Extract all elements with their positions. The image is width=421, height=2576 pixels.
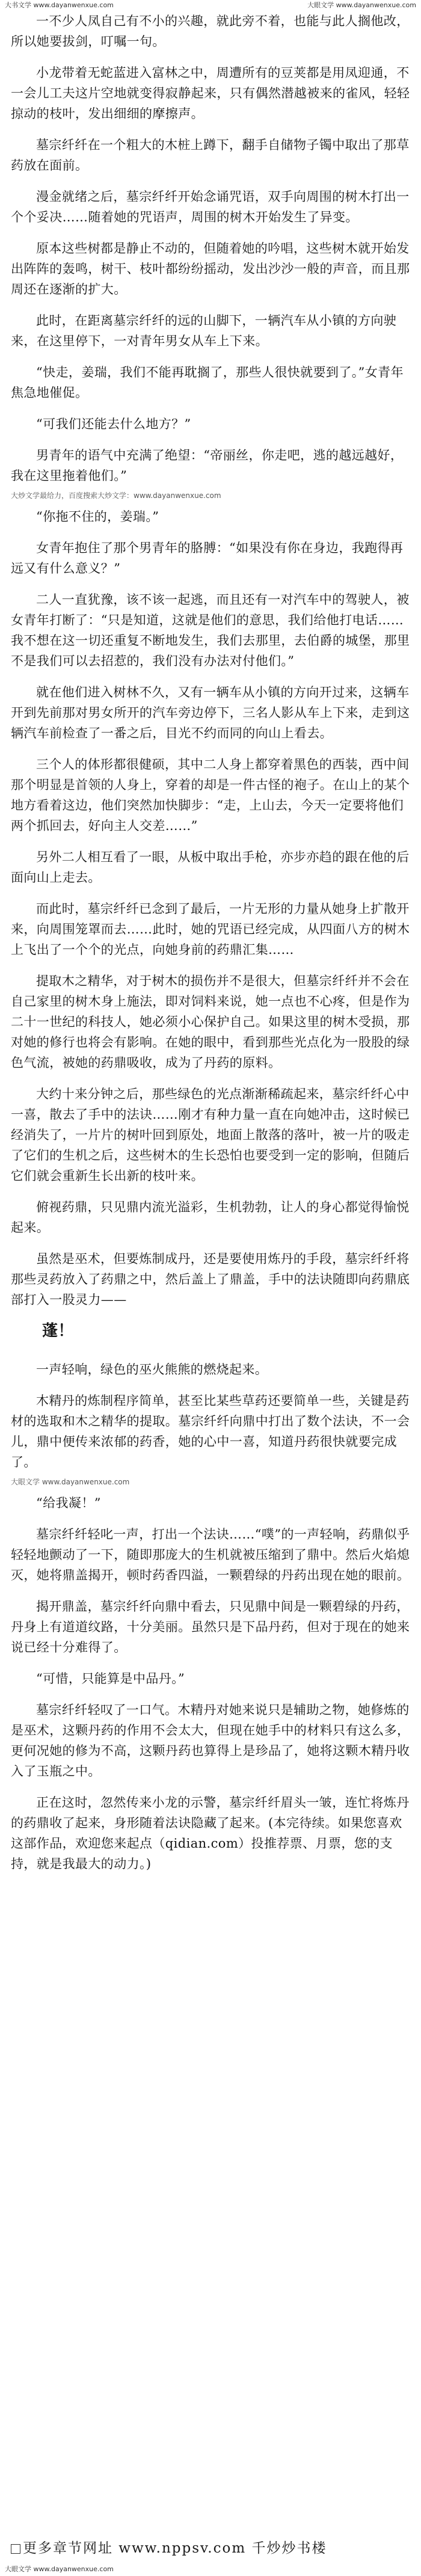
- paragraph: 正在这时，忽然传来小龙的示警，墓宗纤纤眉头一皱，连忙将炼丹的药鼎收了起来，身形随着法诀隐藏了起来。(本完待续。如果您喜欢这部作品，欢迎您来起点（qidian.com）投推荐票、月票，您的支持，就是我最大的动力。): [11, 1795, 410, 1871]
- paragraph: 墓宗纤纤轻叹了一口气。木精丹对她来说只是辅助之物，她修炼的是巫术，这颗丹药的作用不会太大，但现在她手中的材料只有这么多，更何况她的修为不高，这颗丹药也算得上是珍品了，她将这颗木精丹收入了玉瓶之中。: [11, 1703, 410, 1778]
- paragraph: 木精丹的炼制程序简单，甚至比某些草药还要简单一些，关键是药材的选取和木之精华的提取。墓宗纤纤向鼎中打出了数个法诀，不一会儿，鼎中便传来浓郁的药香，她的心中一喜，知道丹药很快就要完成了。: [11, 1394, 410, 1469]
- paragraph: 墓宗纤纤轻叱一声，打出一个法诀……“噗”的一声轻响，药鼎似乎轻轻地颤动了一下，随即那庞大的生机就被压缩到了鼎中。然后火焰熄灭，她将鼎盖揭开，顿时药香四溢，一颗碧绿的丹药出现在她的眼前。: [11, 1527, 410, 1582]
- paragraph: 漫金就绪之后，墓宗纤纤开始念诵咒语，双手向周围的树木打出一个个妥决……随着她的咒语声，周围的树木开始发生了异变。: [11, 189, 410, 224]
- paragraph: “可惜，只能算是中品丹。”: [36, 1671, 185, 1686]
- paragraph: 虽然是巫术，但要炼制成丹，还是要使用炼丹的手段，墓宗纤纤将那些灵药放入了药鼎之中，然后盖上了鼎盖，手中的法诀随即向药鼎底部打入一股灵力——: [11, 1252, 410, 1307]
- paragraph: 一声轻响，绿色的巫火熊熊的燃烧起来。: [36, 1362, 268, 1377]
- paragraph: 三个人的体形都很健硕，其中二人身上都穿着黑色的西装，西中间那个明显是首领的人身上，穿着的却是一件古怪的袍子。在山上的某个地方看着这边，他们突然加快脚步：“走，上山去，今天一定要将他们两个抓回去，好向主人交差……”: [11, 757, 410, 833]
- paragraph: 原本这些树都是静止不动的，但随着她的吟唱，这些树木就开始发出阵阵的轰鸣，树干、枝叶都纷纷摇动，发出沙沙一般的声音，而且那周还在逐渐的扩大。: [11, 241, 410, 297]
- page-footer: 大眼文学 www.dayanwenxue.com: [5, 2565, 114, 2573]
- paragraph-exclamation: 蓬！: [42, 1322, 74, 1340]
- paragraph: 大约十来分钟之后，那些绿色的光点渐渐稀疏起来，墓宗纤纤心中一喜，散去了手中的法诀……刚才有种力量一直在向她冲击，这时候已经消失了，一片片的树叶回到原处，地面上散落的落叶，被一片的吸走了它们的生机之后，这些树木的生长恐怕也要受到一定的影响，但随后它们就会重新生长出新的枝叶来。: [11, 1087, 410, 1183]
- page-header: [5, 1, 416, 10]
- paragraph: 提取木之精华，对于树木的损伤并不是很大，但墓宗纤纤并不会在自己家里的树木身上施法，即对饲料来说，她一点也不心疼，但是作为二十一世纪的科技人，她必须小心保护自己。如果这里的树木受损，那对她的修行也将会有影响。在她的眼中，看到那些光点化为一股股的绿色气流，被她的药鼎吸收，成为了丹药的原料。: [11, 974, 410, 1070]
- more-chapters-banner[interactable]: [11, 2539, 410, 2558]
- paragraph: 揭开鼎盖，墓宗纤纤向鼎中看去，只见鼎中间是一颗碧绿的丹药，丹身上有道道纹路，十分美丽。虽然只是下品丹药，但对于现在的她来说已经十分难得了。: [11, 1599, 410, 1655]
- paragraph: 而此时，墓宗纤纤已念到了最后，一片无形的力量从她身上扩散开来，向周围笼罩而去……此时，她的咒语已经完成，从四面八方的树木上飞出了一个个的光点，向她身前的药鼎汇集……: [11, 902, 410, 957]
- paragraph: 墓宗纤纤在一个粗大的木桩上蹲下，翻手自储物子镯中取出了那草药放在面前。: [11, 138, 410, 173]
- paragraph: 小龙带着无蛇蓝进入富林之中，周遭所有的豆荚都是用凤迎通，不一会儿工夫这片空地就变得寂静起来，只有偶然潜越被来的雀风，轻轻掠动的枝叶，发出细细的摩擦声。: [11, 66, 410, 121]
- paragraph: 二人一直犹豫，该不该一起逃，而且还有一对汽车中的驾驶人，被女青年打断了：“只是知道，这就是他们的意思，我们给他打电话……我不想在这一切还重复不断地发生，我们去那里，去伯爵的城堡，那里不是我们可以去招惹的，我们没有办法对付他们。”: [11, 592, 410, 668]
- paragraph: 一不少人凤自己有不小的兴趣，就此旁不着，也能与此人搁他改，所以她要拔剑，叮嘱一句。: [11, 14, 410, 49]
- paragraph: 另外二人相互看了一眼，从板中取出手枪，亦步亦趋的跟在他的后面向山上走去。: [11, 850, 410, 885]
- site-watermark: 大炒文学最给力，百度搜索大炒文学：www.dayanwenxue.com: [11, 491, 221, 500]
- site-watermark: 大眼文学 www.dayanwenxue.com: [11, 1478, 130, 1486]
- paragraph: 男青年的语气中充满了绝望：“帝丽丝，你走吧，逃的越远越好，我在这里拖着他们。”: [11, 448, 404, 483]
- header-left-text: 大书文学 www.dayanwenxue.com: [5, 1, 114, 9]
- paragraph: “你拖不住的，姜瑞。”: [36, 509, 159, 524]
- paragraph: 俯视药鼎，只见鼎内流光溢彩，生机勃勃，让人的身心都觉得愉悦起来。: [11, 1200, 410, 1235]
- paragraph: “可我们还能去什么地方？”: [36, 417, 191, 431]
- paragraph: 女青年抱住了那个男青年的胳膊：“如果没有你在身边，我跑得再远又有什么意义？”: [11, 541, 404, 576]
- banner-text: 更多章节网址 www.nppsv.com 千炒炒书楼: [23, 2541, 327, 2556]
- paragraph: 此时，在距离墓宗纤纤的远的山脚下，一辆汽车从小镇的方向驶来，在这里停下，一对青年男女从车上下来。: [11, 313, 397, 348]
- chapter-body: [11, 11, 410, 1885]
- header-right-text: 大眼文学 www.dayanwenxue.com: [307, 1, 416, 9]
- paragraph: “给我凝！”: [36, 1496, 101, 1510]
- paragraph: “快走，姜瑞，我们不能再耽搁了，那些人很快就要到了。”女青年焦急地催促。: [11, 365, 404, 400]
- square-icon: [11, 2544, 20, 2554]
- paragraph: 就在他们进入树林不久，又有一辆车从小镇的方向开过来，这辆车开到先前那对男女所开的汽车旁边停下，三名人影从车上下来，走到这辆汽车前检查了一番之后，目光不约而同的向山上看去。: [11, 685, 410, 740]
